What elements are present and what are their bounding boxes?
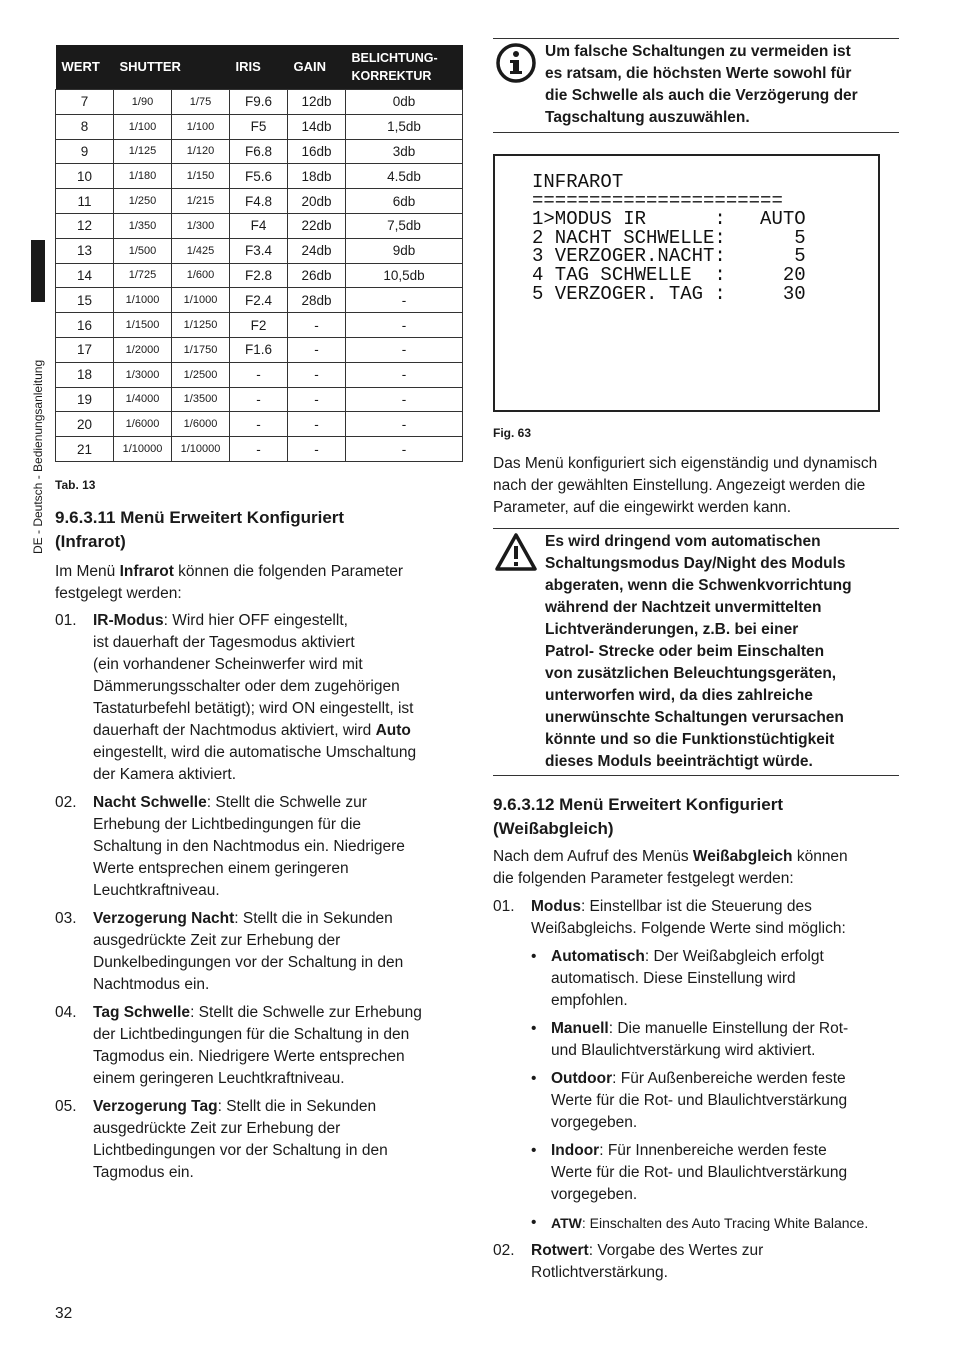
table-cell: 1/250 xyxy=(114,189,172,214)
header-wert: WERT xyxy=(56,45,114,90)
table-cell: 1/6000 xyxy=(114,412,172,437)
table-cell: 11 xyxy=(56,189,114,214)
section-intro-infrarot: Im Menü Infrarot können die folgenden Parameter festgelegt werden: xyxy=(55,563,404,602)
table-row xyxy=(56,337,463,362)
table-cell: 19 xyxy=(56,387,114,412)
table-cell: 1/1250 xyxy=(172,313,230,338)
table-row xyxy=(56,412,463,437)
table-cell: F2.8 xyxy=(230,263,288,288)
section-heading-infrarot: 9.6.3.11 Menü Erweitert Konfiguriert (Infrarot) xyxy=(55,508,345,551)
table-caption: Tab. 13 xyxy=(55,478,96,492)
table-cell: - xyxy=(346,337,463,362)
table-cell: F3.4 xyxy=(230,238,288,263)
table-cell: 1/1500 xyxy=(114,313,172,338)
table-cell: 9 xyxy=(56,139,114,164)
table-cell: 18 xyxy=(56,362,114,387)
table-cell: - xyxy=(346,412,463,437)
table-cell: 22db xyxy=(288,213,346,238)
table-cell: - xyxy=(288,337,346,362)
table-cell: 10 xyxy=(56,164,114,189)
table-cell: F2 xyxy=(230,313,288,338)
table-cell: F1.6 xyxy=(230,337,288,362)
note-rule-top xyxy=(493,38,899,39)
header-shutter: SHUTTER xyxy=(114,45,230,90)
table-cell: 16 xyxy=(56,313,114,338)
table-cell: 28db xyxy=(288,288,346,313)
table-row xyxy=(56,288,463,313)
table-cell: F5.6 xyxy=(230,164,288,189)
table-cell: 18db xyxy=(288,164,346,189)
table-cell: 1/500 xyxy=(114,238,172,263)
table-cell: 1/10000 xyxy=(114,437,172,462)
table-cell: F4 xyxy=(230,213,288,238)
warning-rule-top xyxy=(493,528,899,529)
table-cell: 10,5db xyxy=(346,263,463,288)
table-cell: 1/10000 xyxy=(172,437,230,462)
table-cell: 7 xyxy=(56,90,114,115)
table-row xyxy=(56,90,463,115)
table-cell: 21 xyxy=(56,437,114,462)
warning-icon xyxy=(494,532,538,572)
header-belichtung: BELICHTUNG- KORREKTUR xyxy=(346,45,463,90)
table-cell: - xyxy=(288,412,346,437)
table-cell: - xyxy=(346,362,463,387)
table-cell: 3db xyxy=(346,139,463,164)
table-cell: 1/425 xyxy=(172,238,230,263)
page-number: 32 xyxy=(55,1305,73,1322)
table-row xyxy=(56,164,463,189)
table-cell: 1/2500 xyxy=(172,362,230,387)
table-cell: 1/725 xyxy=(114,263,172,288)
table-cell: 14db xyxy=(288,114,346,139)
table-cell: - xyxy=(346,288,463,313)
table-cell: 1/2000 xyxy=(114,337,172,362)
table-header-row xyxy=(56,45,463,90)
table-cell: 1/4000 xyxy=(114,387,172,412)
table-cell: 12db xyxy=(288,90,346,115)
table-cell: 20db xyxy=(288,189,346,214)
table-cell: 12 xyxy=(56,213,114,238)
table-row xyxy=(56,213,463,238)
table-cell: 4.5db xyxy=(346,164,463,189)
table-cell: 15 xyxy=(56,288,114,313)
table-cell: 6db xyxy=(346,189,463,214)
table-cell: 1/600 xyxy=(172,263,230,288)
table-cell: - xyxy=(346,387,463,412)
table-cell: 1/100 xyxy=(172,114,230,139)
warning-rule-bottom xyxy=(493,775,899,776)
table-cell: - xyxy=(288,362,346,387)
table-cell: 1/3500 xyxy=(172,387,230,412)
table-cell: 1/100 xyxy=(114,114,172,139)
table-cell: - xyxy=(288,313,346,338)
menu-description: Das Menü konfiguriert sich eigenständig und dynamisch nach der gewählten Einstellung. Angezeigt werden die Parameter, auf die eingewirkt werden kann. xyxy=(493,455,878,516)
table-cell: 20 xyxy=(56,412,114,437)
table-cell: 14 xyxy=(56,263,114,288)
table-row xyxy=(56,263,463,288)
table-row xyxy=(56,387,463,412)
table-cell: - xyxy=(230,362,288,387)
info-icon xyxy=(495,42,537,84)
table-cell: 17 xyxy=(56,337,114,362)
header-gain: GAIN xyxy=(288,45,346,90)
osd-menu-text: INFRAROT ====================== 1>MODUS IR : AUTO 2 NACHT SCHWELLE: 5 3 VERZOGER.NACHT: 5 4 TAG SCHWELLE : 20 5 VERZOGER. TAG : 30 xyxy=(532,171,806,305)
table-cell: 13 xyxy=(56,238,114,263)
header-iris: IRIS xyxy=(230,45,288,90)
table-cell: 1/120 xyxy=(172,139,230,164)
table-row xyxy=(56,114,463,139)
table-cell: 1/75 xyxy=(172,90,230,115)
info-note-text: Um falsche Schaltungen zu vermeiden ist es ratsam, die höchsten Werte sowohl für die Schwelle als auch die Verzögerung der Tagschaltung auszuwählen. xyxy=(545,43,858,126)
table-cell: 1/90 xyxy=(114,90,172,115)
side-label: DE - Deutsch - Bedienungsanleitung xyxy=(31,359,45,554)
table-cell: 24db xyxy=(288,238,346,263)
table-cell: - xyxy=(346,313,463,338)
table-cell: - xyxy=(230,437,288,462)
table-row xyxy=(56,313,463,338)
table-cell: - xyxy=(230,412,288,437)
table-cell: - xyxy=(346,437,463,462)
table-cell: F4.8 xyxy=(230,189,288,214)
table-cell: 16db xyxy=(288,139,346,164)
table-cell: 9db xyxy=(346,238,463,263)
table-cell: 7,5db xyxy=(346,213,463,238)
warning-note-text: Es wird dringend vom automatischen Schaltungsmodus Day/Night des Moduls abgeraten, wenn die Schwenkvorrichtung während der Nachtzeit unvermittelten Lichtveränderungen, z.B. bei einer Patrol- Strecke oder beim Einschalten von zusätzlichen Beleuchtungsgeräten, unterworfen wird, da dies zahlreiche unerwünschte Schaltungen verursachen könnte und so die Funktionstüchtigkeit dieses Moduls beeinträchtigt würde. xyxy=(545,533,852,770)
side-tab-marker xyxy=(31,240,45,302)
table-row xyxy=(56,139,463,164)
table-row xyxy=(56,362,463,387)
table-cell: - xyxy=(288,437,346,462)
table-cell: 1/180 xyxy=(114,164,172,189)
table-cell: 1/6000 xyxy=(172,412,230,437)
table-cell: 1/125 xyxy=(114,139,172,164)
table-cell: 1/1000 xyxy=(114,288,172,313)
table-row xyxy=(56,189,463,214)
table-cell: F5 xyxy=(230,114,288,139)
table-cell: F9.6 xyxy=(230,90,288,115)
table-cell: 1/1000 xyxy=(172,288,230,313)
table-cell: 1,5db xyxy=(346,114,463,139)
table-cell: 26db xyxy=(288,263,346,288)
table-cell: 1/3000 xyxy=(114,362,172,387)
table-cell: 1/350 xyxy=(114,213,172,238)
table-cell: 8 xyxy=(56,114,114,139)
table-cell: - xyxy=(288,387,346,412)
figure-caption: Fig. 63 xyxy=(493,426,532,440)
table-row xyxy=(56,238,463,263)
table-cell: F6.8 xyxy=(230,139,288,164)
note-rule-bottom xyxy=(493,132,899,133)
table-cell: 1/300 xyxy=(172,213,230,238)
table-cell: 1/215 xyxy=(172,189,230,214)
section-intro-weissabgleich: Nach dem Aufruf des Menüs Weißabgleich können die folgenden Parameter festgelegt werden: xyxy=(493,848,848,887)
exposure-table xyxy=(55,45,463,462)
table-row xyxy=(56,437,463,462)
table-cell: F2.4 xyxy=(230,288,288,313)
osd-menu-screen xyxy=(493,154,880,412)
section-heading-weissabgleich: 9.6.3.12 Menü Erweitert Konfiguriert (Weißabgleich) xyxy=(493,795,784,838)
table-cell: - xyxy=(230,387,288,412)
table-cell: 1/150 xyxy=(172,164,230,189)
table-cell: 0db xyxy=(346,90,463,115)
table-cell: 1/1750 xyxy=(172,337,230,362)
